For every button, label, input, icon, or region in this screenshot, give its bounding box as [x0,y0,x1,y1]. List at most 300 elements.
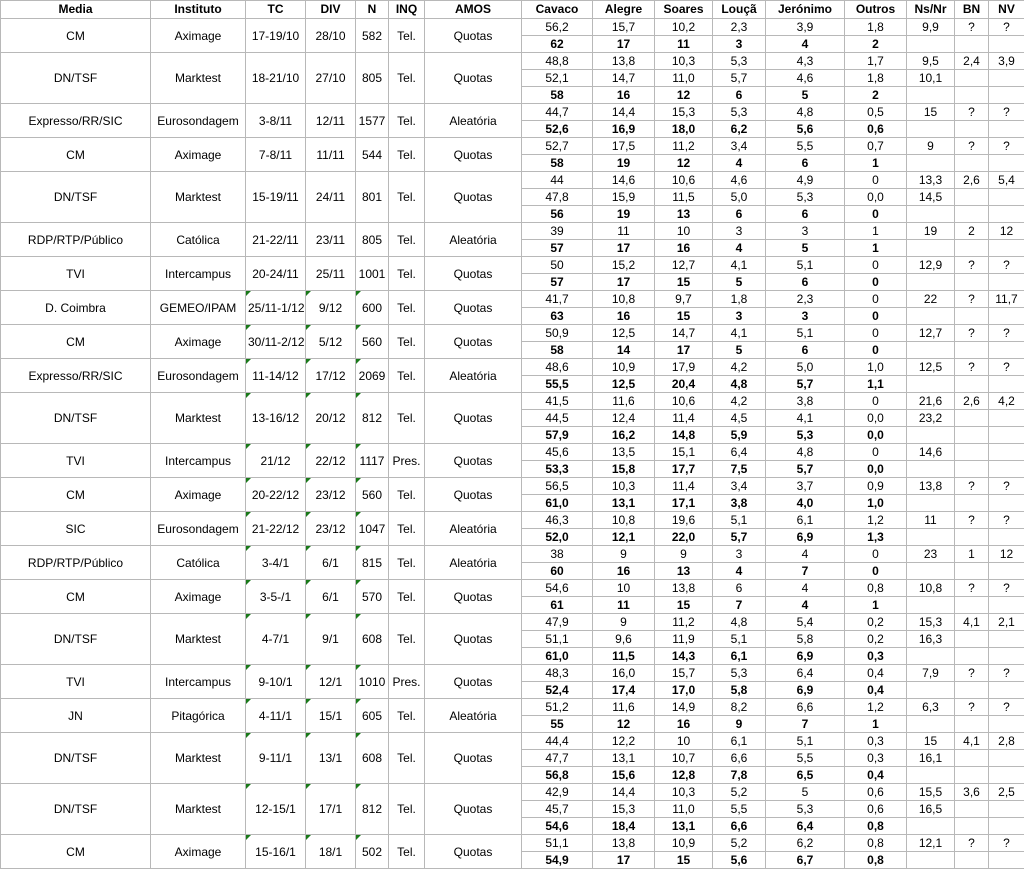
institute-cell: Pitagórica [151,699,246,733]
value-cell: 16 [593,87,655,104]
value-cell: 0 [845,325,907,342]
header-row [1,1,1024,19]
media-cell: DN/TSF [1,393,151,444]
value-cell: 56 [522,206,593,223]
media-cell: CM [1,835,151,869]
value-cell: 54,6 [522,580,593,597]
release-cell: 23/11 [306,223,356,257]
header-cell: AMOS [425,1,522,19]
value-cell: 5,9 [713,427,766,444]
media-cell: TVI [1,665,151,699]
value-cell: 15,9 [593,189,655,206]
value-cell: 0 [845,257,907,274]
value-cell: 16,9 [593,121,655,138]
value-cell: 5,7 [766,461,845,478]
sampling-cell: Aleatória [425,359,522,393]
value-cell: 3 [713,36,766,53]
value-cell [989,767,1024,784]
value-cell: 9,5 [907,53,955,70]
value-cell: 41,7 [522,291,593,308]
value-cell [955,376,989,393]
value-cell [989,801,1024,818]
value-cell: 2,4 [955,53,989,70]
survey-type-cell: Tel. [389,359,425,393]
value-cell [989,461,1024,478]
survey-type-cell: Tel. [389,478,425,512]
sample-size-cell: 812 [356,393,389,444]
value-cell: 55 [522,716,593,733]
survey-type-cell: Tel. [389,53,425,104]
value-cell [907,682,955,699]
value-cell: 6 [766,342,845,359]
value-cell: 13,5 [593,444,655,461]
value-cell: 16,3 [907,631,955,648]
release-cell: 6/1 [306,580,356,614]
value-cell: ? [989,359,1024,376]
value-cell: 0 [845,206,907,223]
value-cell: 14,3 [655,648,713,665]
value-cell: 2,3 [766,291,845,308]
value-cell: 61,0 [522,648,593,665]
value-cell: 0 [845,308,907,325]
value-cell [989,206,1024,223]
value-cell: 12 [989,223,1024,240]
value-cell: 45,7 [522,801,593,818]
value-cell: 51,1 [522,631,593,648]
value-cell: 1,2 [845,512,907,529]
value-cell [955,597,989,614]
value-cell [907,852,955,869]
release-cell: 25/11 [306,257,356,291]
value-cell: 16,0 [593,665,655,682]
value-cell [989,495,1024,512]
value-cell [955,767,989,784]
value-cell: 6,6 [713,750,766,767]
fieldwork-cell: 9-10/1 [246,665,306,699]
value-cell: 6,2 [713,121,766,138]
value-cell: 0,6 [845,784,907,801]
value-cell: 14,6 [593,172,655,189]
survey-type-cell: Tel. [389,546,425,580]
value-cell: 5,7 [766,376,845,393]
value-cell: 12 [655,155,713,172]
value-cell [955,801,989,818]
value-cell: 47,9 [522,614,593,631]
value-cell: 5,2 [713,784,766,801]
release-cell: 15/1 [306,699,356,733]
value-cell: 61,0 [522,495,593,512]
media-cell: TVI [1,444,151,478]
value-cell: 11,0 [655,70,713,87]
fieldwork-cell: 3-4/1 [246,546,306,580]
value-cell: 15 [907,733,955,750]
value-cell: 44,4 [522,733,593,750]
value-cell: 14,7 [593,70,655,87]
value-cell: 6,1 [766,512,845,529]
value-cell: 12,1 [907,835,955,852]
value-cell: ? [989,699,1024,716]
table-row [1,172,1024,189]
value-cell: 12,5 [593,376,655,393]
sampling-cell: Quotas [425,733,522,784]
value-cell [907,495,955,512]
value-cell: 5 [766,784,845,801]
value-cell: 17,1 [655,495,713,512]
value-cell: 10,6 [655,172,713,189]
value-cell: 5,7 [713,529,766,546]
value-cell: 3 [766,308,845,325]
value-cell: 1,0 [845,495,907,512]
value-cell: 8,2 [713,699,766,716]
media-cell: RDP/RTP/Público [1,546,151,580]
release-cell: 12/1 [306,665,356,699]
value-cell: 5,3 [766,801,845,818]
value-cell: 11 [907,512,955,529]
value-cell: 4,0 [766,495,845,512]
value-cell: 10,1 [907,70,955,87]
media-cell: DN/TSF [1,53,151,104]
fieldwork-cell: 15-19/11 [246,172,306,223]
value-cell: 0 [845,393,907,410]
value-cell [907,597,955,614]
value-cell: 13,1 [655,818,713,835]
value-cell: 4,8 [713,614,766,631]
value-cell: 15,5 [907,784,955,801]
fieldwork-cell: 21-22/12 [246,512,306,546]
value-cell [989,648,1024,665]
value-cell: 22,0 [655,529,713,546]
value-cell [989,342,1024,359]
value-cell: 15,1 [655,444,713,461]
value-cell: 7 [713,597,766,614]
value-cell: 19 [593,206,655,223]
value-cell: 3,8 [713,495,766,512]
value-cell: 0,8 [845,818,907,835]
value-cell [955,342,989,359]
value-cell: 11,5 [593,648,655,665]
institute-cell: Aximage [151,478,246,512]
value-cell: 0,9 [845,478,907,495]
value-cell: 16 [655,240,713,257]
value-cell [989,716,1024,733]
value-cell [907,716,955,733]
fieldwork-cell: 20-24/11 [246,257,306,291]
value-cell: 44 [522,172,593,189]
institute-cell: Marktest [151,53,246,104]
value-cell: 23,2 [907,410,955,427]
value-cell: 11,6 [593,393,655,410]
value-cell: 6 [713,206,766,223]
value-cell: 6,3 [907,699,955,716]
value-cell: 11,4 [655,410,713,427]
sampling-cell: Quotas [425,19,522,53]
value-cell: 3 [766,223,845,240]
value-cell: 6,1 [713,648,766,665]
value-cell: 15,3 [655,104,713,121]
value-cell: 0,0 [845,461,907,478]
value-cell [955,818,989,835]
survey-type-cell: Tel. [389,580,425,614]
value-cell [907,461,955,478]
value-cell [955,240,989,257]
institute-cell: Intercampus [151,444,246,478]
value-cell: 3,7 [766,478,845,495]
value-cell: ? [989,325,1024,342]
value-cell: 6,4 [713,444,766,461]
survey-type-cell: Pres. [389,444,425,478]
value-cell: 14,4 [593,104,655,121]
sampling-cell: Quotas [425,325,522,359]
sample-size-cell: 805 [356,223,389,257]
value-cell: 2,3 [713,19,766,36]
value-cell [955,750,989,767]
value-cell: 5,4 [989,172,1024,189]
fieldwork-cell: 21-22/11 [246,223,306,257]
value-cell: 0,4 [845,682,907,699]
value-cell: 10 [655,733,713,750]
value-cell: 57,9 [522,427,593,444]
table-row [1,784,1024,801]
value-cell: 2,6 [955,393,989,410]
header-cell: Outros [845,1,907,19]
value-cell: 4 [766,36,845,53]
sample-size-cell: 801 [356,172,389,223]
media-cell: RDP/RTP/Público [1,223,151,257]
value-cell [955,631,989,648]
value-cell: 4,8 [713,376,766,393]
fieldwork-cell: 9-11/1 [246,733,306,784]
value-cell: 10,3 [655,53,713,70]
institute-cell: Marktest [151,172,246,223]
value-cell: ? [955,359,989,376]
value-cell [989,70,1024,87]
value-cell: 57 [522,274,593,291]
value-cell: 4,1 [955,733,989,750]
value-cell: 15,2 [593,257,655,274]
value-cell [989,818,1024,835]
table-row [1,512,1024,529]
value-cell: 54,9 [522,852,593,869]
value-cell: 2,1 [989,614,1024,631]
value-cell: 6 [766,274,845,291]
value-cell: ? [955,19,989,36]
header-cell: Ns/Nr [907,1,955,19]
value-cell [989,274,1024,291]
value-cell [989,631,1024,648]
table-row [1,835,1024,852]
value-cell: 15 [655,274,713,291]
value-cell [989,189,1024,206]
value-cell: 9 [655,546,713,563]
sample-size-cell: 570 [356,580,389,614]
sampling-cell: Quotas [425,444,522,478]
value-cell: 15 [655,852,713,869]
value-cell: 13,8 [593,835,655,852]
value-cell: 18,0 [655,121,713,138]
value-cell: 14,4 [593,784,655,801]
institute-cell: Intercampus [151,665,246,699]
table-row [1,104,1024,121]
value-cell [955,716,989,733]
value-cell: 15 [655,308,713,325]
institute-cell: Católica [151,223,246,257]
value-cell: 52,7 [522,138,593,155]
institute-cell: Marktest [151,784,246,835]
poll-table-body [1,19,1024,869]
value-cell: 9,9 [907,19,955,36]
sampling-cell: Quotas [425,53,522,104]
sample-size-cell: 1117 [356,444,389,478]
value-cell: 6,9 [766,648,845,665]
sampling-cell: Aleatória [425,104,522,138]
value-cell [907,274,955,291]
value-cell: 0,0 [845,410,907,427]
value-cell: 12 [655,87,713,104]
value-cell: ? [955,291,989,308]
media-cell: Expresso/RR/SIC [1,104,151,138]
value-cell: 1,8 [845,19,907,36]
value-cell: 10 [655,223,713,240]
sampling-cell: Quotas [425,665,522,699]
value-cell: 16 [593,308,655,325]
value-cell: 17 [593,274,655,291]
media-cell: DN/TSF [1,733,151,784]
value-cell: 10,3 [593,478,655,495]
value-cell: 4,6 [713,172,766,189]
value-cell: 0,8 [845,835,907,852]
value-cell: ? [989,257,1024,274]
media-cell: Expresso/RR/SIC [1,359,151,393]
value-cell: 41,5 [522,393,593,410]
fieldwork-cell: 7-8/11 [246,138,306,172]
value-cell: 4,1 [713,257,766,274]
value-cell: 12,5 [593,325,655,342]
media-cell: SIC [1,512,151,546]
table-row [1,359,1024,376]
value-cell: 5,5 [766,138,845,155]
institute-cell: Eurosondagem [151,359,246,393]
value-cell: ? [955,104,989,121]
survey-type-cell: Tel. [389,393,425,444]
value-cell [955,308,989,325]
value-cell [907,376,955,393]
value-cell: 12 [989,546,1024,563]
sampling-cell: Aleatória [425,223,522,257]
sample-size-cell: 608 [356,614,389,665]
value-cell: ? [989,580,1024,597]
value-cell: 9 [907,138,955,155]
institute-cell: Marktest [151,393,246,444]
table-row [1,393,1024,410]
institute-cell: Marktest [151,733,246,784]
sample-size-cell: 805 [356,53,389,104]
release-cell: 22/12 [306,444,356,478]
survey-type-cell: Tel. [389,512,425,546]
value-cell: 60 [522,563,593,580]
media-cell: JN [1,699,151,733]
value-cell [955,36,989,53]
sampling-cell: Aleatória [425,699,522,733]
value-cell: 5,8 [713,682,766,699]
value-cell: 5,3 [713,104,766,121]
value-cell: 3,4 [713,478,766,495]
value-cell: 0,7 [845,138,907,155]
value-cell: 5,3 [713,53,766,70]
value-cell: 16 [655,716,713,733]
value-cell [989,410,1024,427]
value-cell [955,410,989,427]
value-cell: 16,5 [907,801,955,818]
value-cell: 56,8 [522,767,593,784]
value-cell: 55,5 [522,376,593,393]
value-cell: 10,3 [655,784,713,801]
sampling-cell: Aleatória [425,546,522,580]
value-cell [989,376,1024,393]
value-cell: ? [989,138,1024,155]
release-cell: 20/12 [306,393,356,444]
institute-cell: Eurosondagem [151,104,246,138]
value-cell: 0,5 [845,104,907,121]
value-cell: 1 [955,546,989,563]
value-cell: 11,5 [655,189,713,206]
value-cell: 17 [593,852,655,869]
value-cell: 11 [593,223,655,240]
media-cell: DN/TSF [1,614,151,665]
value-cell: 18,4 [593,818,655,835]
value-cell [907,121,955,138]
release-cell: 13/1 [306,733,356,784]
release-cell: 24/11 [306,172,356,223]
value-cell: 10,8 [593,291,655,308]
survey-type-cell: Tel. [389,257,425,291]
value-cell: 0 [845,291,907,308]
value-cell: 38 [522,546,593,563]
value-cell: 53,3 [522,461,593,478]
value-cell: 7,5 [713,461,766,478]
table-row [1,53,1024,70]
value-cell: ? [955,257,989,274]
institute-cell: Católica [151,546,246,580]
value-cell [907,308,955,325]
value-cell: 5,1 [713,631,766,648]
value-cell [955,444,989,461]
sampling-cell: Quotas [425,784,522,835]
value-cell: 6,4 [766,665,845,682]
value-cell: ? [955,512,989,529]
value-cell: ? [955,699,989,716]
value-cell: ? [955,665,989,682]
value-cell: 19,6 [655,512,713,529]
value-cell [907,767,955,784]
table-row [1,291,1024,308]
value-cell: 4,8 [766,444,845,461]
sample-size-cell: 544 [356,138,389,172]
survey-type-cell: Tel. [389,19,425,53]
value-cell: 7,9 [907,665,955,682]
value-cell: 6,6 [766,699,845,716]
media-cell: CM [1,478,151,512]
fieldwork-cell: 11-14/12 [246,359,306,393]
table-row [1,580,1024,597]
value-cell: 0 [845,444,907,461]
value-cell [989,597,1024,614]
value-cell: 58 [522,155,593,172]
value-cell: 14,5 [907,189,955,206]
value-cell: 1,2 [845,699,907,716]
value-cell: 6,9 [766,682,845,699]
media-cell: DN/TSF [1,172,151,223]
value-cell: 6,5 [766,767,845,784]
